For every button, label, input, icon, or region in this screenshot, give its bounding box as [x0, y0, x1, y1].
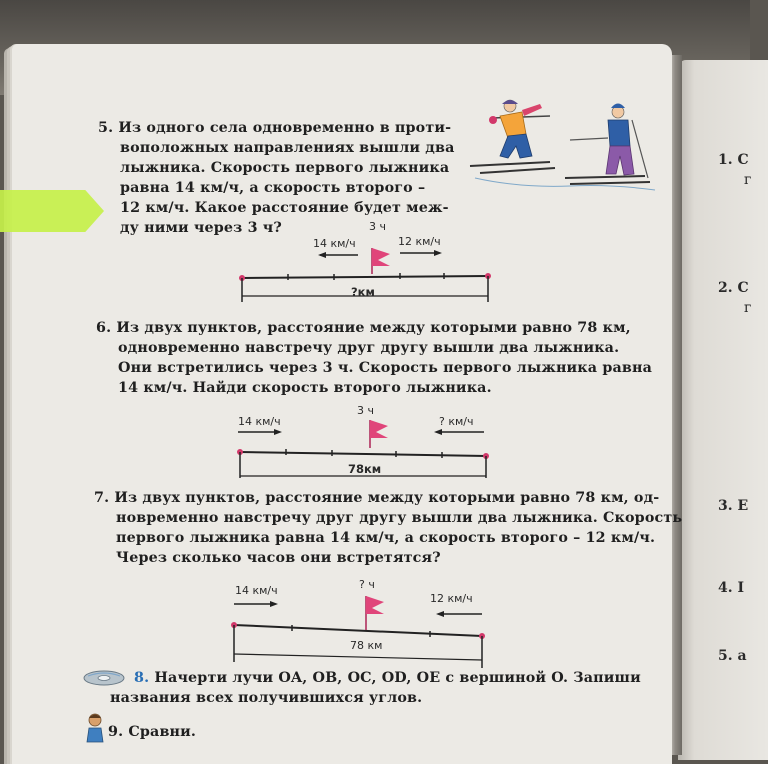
left-speed-label: 14 км/ч — [238, 415, 281, 428]
distance-label: 78 км — [350, 639, 383, 652]
problem-number: 6. — [96, 320, 112, 336]
right-page-number: 2. — [718, 280, 733, 296]
problem-text-line: Они встретились через 3 ч. Скорость первого лыжника равна — [118, 360, 652, 376]
student-icon — [84, 712, 106, 742]
time-label: 3 ч — [357, 404, 374, 417]
flag-icon — [372, 248, 390, 274]
problem-text-line: равна 14 км/ч, а скорость второго – — [120, 180, 426, 196]
problem-number: 5. — [98, 120, 114, 136]
problem-text-line: одновременно навстречу друг другу вышли два лыжника. — [118, 340, 620, 356]
problem-text-line: 14 км/ч. Найди скорость второго лыжника. — [118, 380, 492, 396]
problem-number: 9. — [108, 724, 124, 740]
right-page-number: 5. — [718, 648, 733, 664]
right-speed-label: 12 км/ч — [398, 235, 441, 248]
distance-label: 78км — [348, 462, 382, 476]
problem-9 — [108, 722, 196, 742]
flag-icon — [370, 420, 388, 448]
right-page-number: 4. — [718, 580, 733, 596]
right-page-item — [718, 648, 747, 664]
skiers-illustration — [460, 98, 660, 198]
right-page-item — [718, 498, 748, 514]
right-speed-label: 12 км/ч — [430, 592, 473, 605]
right-page-fragment: а — [737, 648, 747, 664]
time-label: ? ч — [359, 578, 375, 591]
right-page-number: 1. — [718, 152, 733, 168]
right-page-number: 3. — [718, 498, 733, 514]
right-page-fragment: г — [744, 172, 752, 188]
problem-text-line: новременно навстречу друг другу вышли два лыжника. Скорость — [116, 510, 683, 526]
right-page-fragment: С — [737, 280, 749, 296]
right-speed-label: ? км/ч — [439, 415, 474, 428]
problem-text-line: первого лыжника равна 14 км/ч, а скорость второго – 12 км/ч. — [116, 530, 656, 546]
problem-text-line: воположных направлениях вышли два — [120, 140, 455, 156]
problem-text-line: 12 км/ч. Какое расстояние будет меж- — [120, 200, 449, 216]
problem-7 — [94, 488, 682, 568]
problem-text-line: Сравни. — [128, 724, 197, 740]
problem-text-line: Из одного села одновременно в проти- — [118, 120, 452, 136]
problem-number: 8. — [134, 670, 150, 686]
right-page-fragment: Е — [737, 498, 749, 514]
problem-text-line: Через сколько часов они встретятся? — [116, 550, 441, 566]
time-label: 3 ч — [369, 220, 386, 233]
problem-5 — [98, 118, 454, 238]
right-page-item — [718, 580, 744, 596]
right-page-fragment: I — [737, 580, 745, 596]
problem-text-line: Из двух пунктов, расстояние между которыми равно 78 км, — [116, 320, 631, 336]
right-page-fragment: г — [744, 300, 752, 316]
problem-text-line: Начерти лучи OA, OB, OC, OD, OE с вершиной O. Запиши — [154, 670, 641, 686]
problem-text-line: ду ними через 3 ч? — [120, 220, 282, 236]
right-page-fragment: С — [737, 152, 749, 168]
problem-6 — [96, 318, 652, 398]
skier-left-icon — [470, 100, 555, 173]
problem-text-line: Из двух пунктов, расстояние между которыми равно 78 км, од- — [114, 490, 660, 506]
left-speed-label: 14 км/ч — [235, 584, 278, 597]
disc-icon — [82, 668, 126, 688]
distance-label: ?км — [351, 285, 375, 299]
problem-text-line: лыжника. Скорость первого лыжника — [120, 160, 450, 176]
right-page-item — [718, 280, 749, 296]
flag-icon — [366, 596, 384, 630]
problem-8 — [110, 668, 641, 708]
sticky-tab-marker — [0, 190, 104, 232]
left-speed-label: 14 км/ч — [313, 237, 356, 250]
problem-text-line: названия всех получившихся углов. — [110, 690, 423, 706]
problem-number: 7. — [94, 490, 110, 506]
skier-right-icon — [565, 104, 650, 185]
right-page-item — [718, 152, 749, 168]
